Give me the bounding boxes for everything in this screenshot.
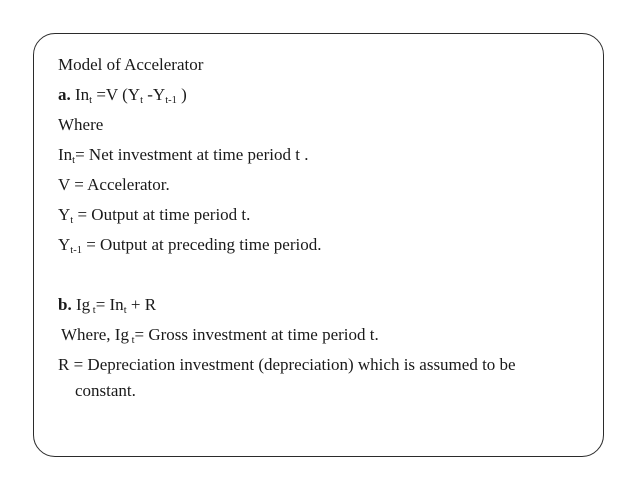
- slide-title: Model of Accelerator: [58, 55, 204, 74]
- where-label: Where: [58, 115, 104, 134]
- where-ig-definition: Where, Ig $_t$= Gross investment at time period t.: [61, 325, 379, 346]
- formula-a-label: a.: [58, 85, 71, 104]
- r-definition: R = Depreciation investment (depreciation) which is assumed to be: [58, 355, 516, 374]
- definition-row: $In_t=$ Net investment at time period t .: [58, 145, 309, 166]
- definition-row: $Y_t$ = Output at time period t.: [58, 205, 251, 226]
- definition-row: $Y_{t-1}$ = Output at preceding time period.: [58, 235, 322, 256]
- definition-row: V = Accelerator.: [58, 175, 170, 194]
- formula-a: a. $In_t =V$ ($Y_t$ $-Y_{t-1}$ ): [58, 85, 187, 106]
- formula-b: b. Ig $_t= In_t + R$: [58, 295, 157, 316]
- formula-b-label: b.: [58, 295, 72, 314]
- r-definition-continued: constant.: [75, 381, 136, 400]
